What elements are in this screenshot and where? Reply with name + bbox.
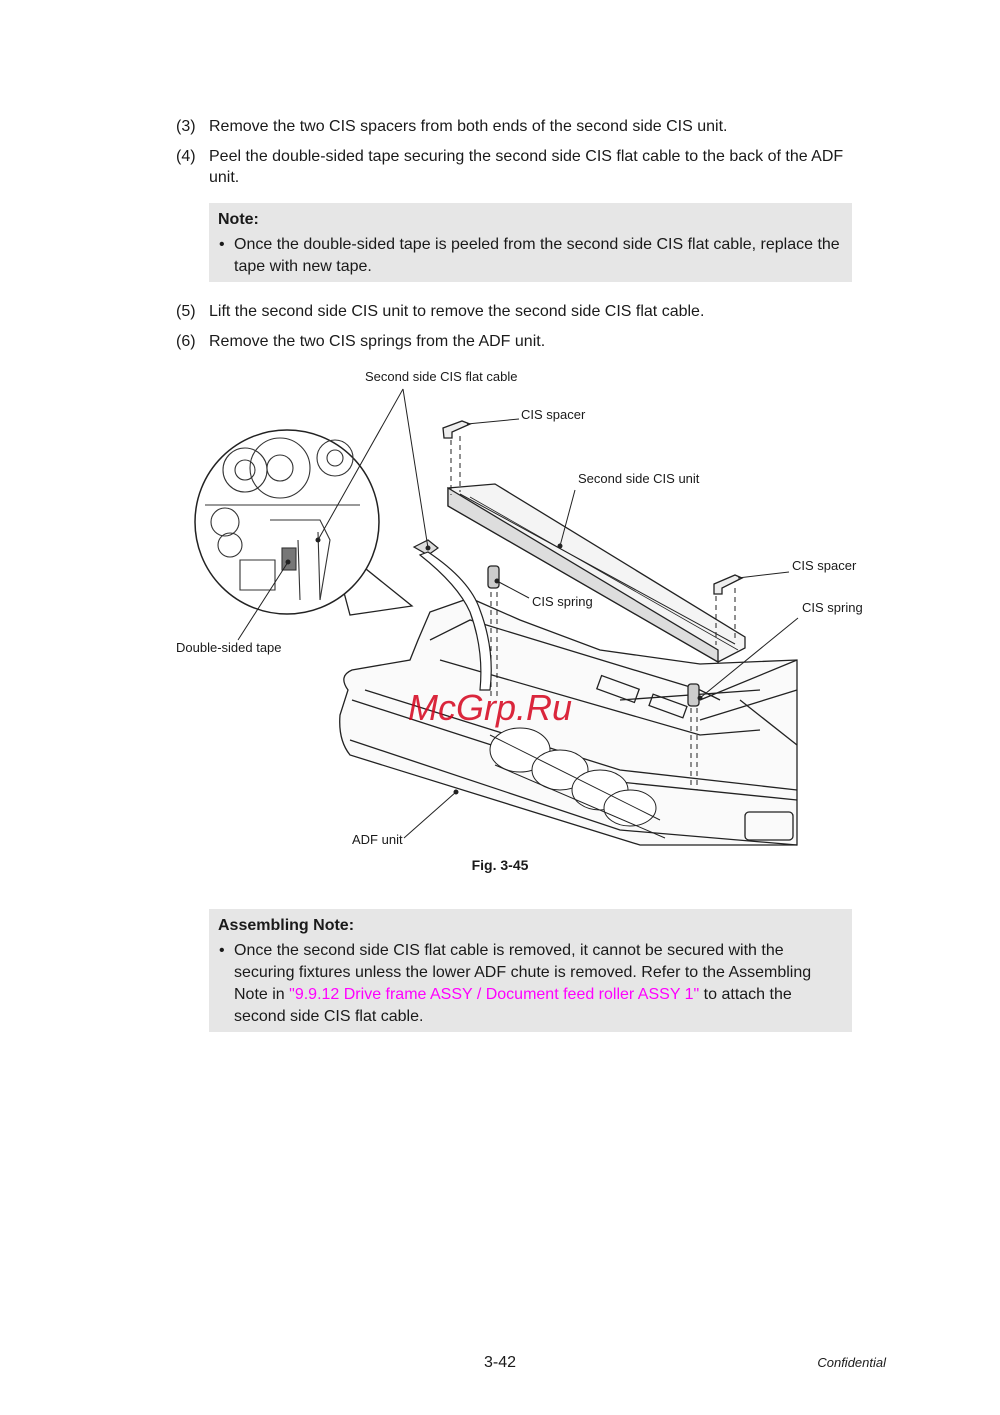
bullet-glyph: • — [219, 942, 225, 959]
confidential-label: Confidential — [817, 1355, 886, 1370]
bullet-glyph: • — [219, 236, 225, 253]
label-flat-cable: Second side CIS flat cable — [365, 369, 518, 384]
figure-caption: Fig. 3-45 — [471, 857, 529, 873]
assembling-note-text-start: Once the second side CIS flat cable is removed, it cannot be secured with the securing fixtures unless the lower ADF chute is removed. Refer to the Assembling Note in — [234, 942, 812, 1003]
step-number: (6) — [176, 333, 196, 350]
label-cis-spacer-right: CIS spacer — [792, 558, 857, 573]
step-text: Peel the double-sided tape securing the second side CIS flat cable to the back of the ADF unit. — [209, 148, 844, 186]
step-text: Remove the two CIS springs from the ADF unit. — [209, 333, 546, 350]
step-number: (4) — [176, 148, 196, 165]
label-adf-unit: ADF unit — [352, 832, 403, 847]
step-number: (5) — [176, 303, 196, 320]
assembling-note-bullet-item — [218, 940, 843, 1028]
label-cis-spring-mid: CIS spring — [532, 594, 593, 609]
watermark-text: McGrp.Ru — [408, 687, 573, 728]
note-heading: Note: — [218, 211, 259, 228]
label-cis-unit: Second side CIS unit — [578, 471, 700, 486]
assembling-note-heading: Assembling Note: — [218, 917, 355, 934]
assembling-note-text-end: to attach the second side CIS flat cable. — [234, 986, 792, 1025]
assembling-note-box — [209, 909, 852, 1032]
page-number: 3-42 — [483, 1354, 517, 1371]
cross-reference-link[interactable]: "9.9.12 Drive frame ASSY / Document feed roller ASSY 1" — [289, 986, 700, 1003]
step-text: Remove the two CIS spacers from both ends of the second side CIS unit. — [209, 118, 728, 135]
label-cis-spring-right: CIS spring — [802, 600, 863, 615]
detail-zoom-circle — [195, 430, 412, 615]
label-cis-spacer-top: CIS spacer — [521, 407, 586, 422]
note-text: Once the double-sided tape is peeled from the second side CIS flat cable, replace the tape with new tape. — [234, 236, 840, 275]
step-text: Lift the second side CIS unit to remove the second side CIS flat cable. — [209, 303, 705, 320]
step-number: (3) — [176, 118, 196, 135]
label-double-sided-tape: Double-sided tape — [176, 640, 282, 655]
